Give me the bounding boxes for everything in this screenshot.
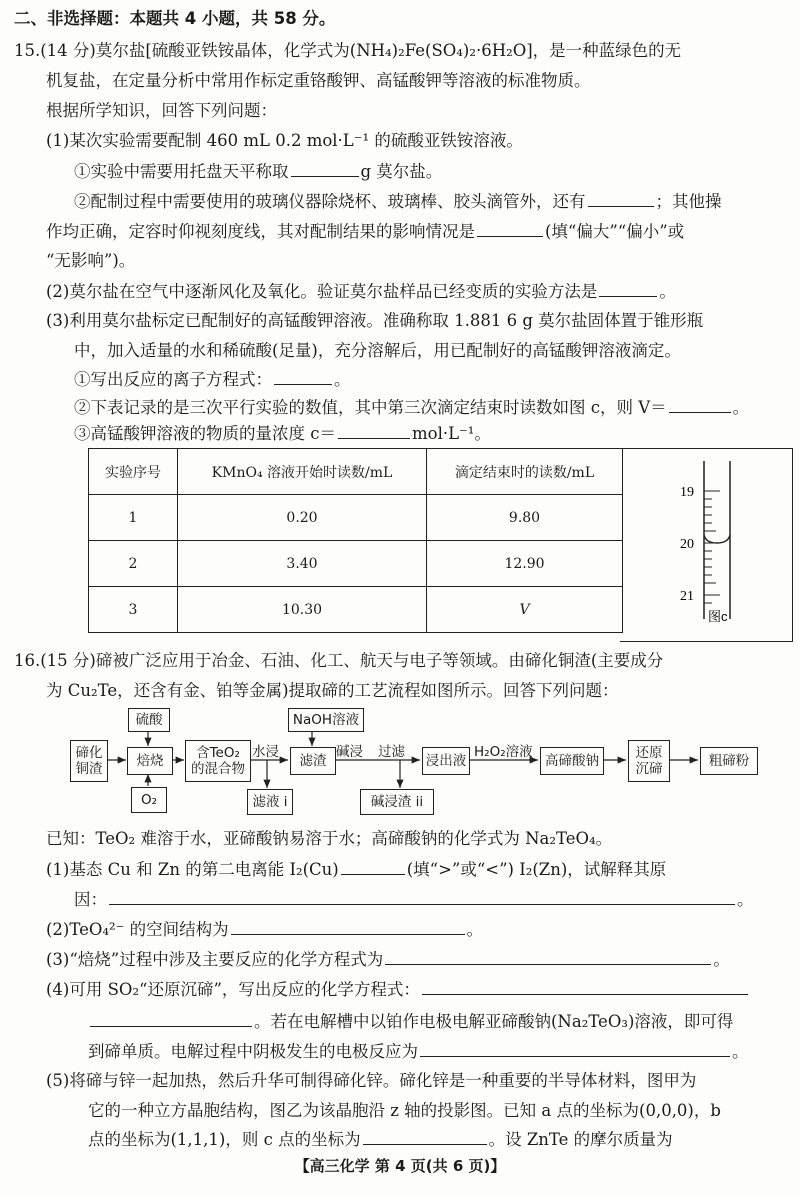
q15-part3a-tail: 。 [334,370,351,389]
table-row [89,541,623,587]
table-cell: 12.90 [427,541,623,587]
table-header: 实验序号 [89,449,178,495]
q16-part1b [74,888,754,911]
q15-part3a-text: ①写出反应的离子方程式： [74,370,272,389]
q15-part1a-text: ①实验中需要用托盘天平称取 [74,162,289,181]
q16-part2 [46,918,483,941]
answer-blank[interactable] [363,1128,487,1145]
q16-part4-text: (4)可用 SO₂“还原沉碲”，写出反应的化学方程式： [46,980,420,999]
q15-part1c-tail: (填“偏大”“偏小”或 [545,222,685,241]
q15-intro-line2: 机复盐，在定量分析中常用作标定重铬酸钾、高锰酸钾等溶液的标准物质。 [46,71,591,90]
flow-alkali-leach-label: 碱浸 [336,744,363,760]
tick-label: 19 [680,485,694,500]
table-cell: 2 [89,541,178,587]
q15-part3b-tail: 。 [732,398,750,417]
flow-tellurate-box [540,747,604,775]
page-footer: 【高三化学 第 4 页(共 6 页)】 [294,1157,506,1175]
table-header: 滴定结束时的读数/mL [427,449,623,495]
q15-part1b [74,190,722,213]
q15-part1c [46,220,684,243]
q16-part1b-text: 因： [74,890,107,909]
answer-blank[interactable] [291,160,359,177]
flow-roast-box [127,747,173,775]
flow-label: 滤渣 [299,753,327,769]
q15-part2-tail: 。 [659,282,676,301]
flow-label: NaOH溶液 [292,712,360,728]
q15-part1b-text: ②配制过程中需要使用的玻璃仪器除烧杯、玻璃棒、胶头滴管外，还有 [74,192,586,211]
flow-h2o2-label: H₂O₂溶液 [474,744,533,760]
q16-part5-line3 [88,1128,673,1151]
answer-blank[interactable] [338,422,410,439]
table-cell: 1 [89,495,178,541]
flow-water-leach-label: 水浸 [252,744,279,760]
q16-part5-line3-text: 点的坐标为(1,1,1)，则 c 点的坐标为 [88,1130,361,1149]
q16-part1-tail: (填“>”或“<”) I₂(Zn)，试解释其原 [406,860,667,879]
table-cell: V [427,587,623,633]
table-header: KMnO₄ 溶液开始时读数/mL [178,449,427,495]
answer-blank[interactable] [588,190,654,207]
q15-part1a-unit: g 莫尔盐。 [360,162,443,181]
flow-leachate-box [422,747,470,775]
answer-blank[interactable] [477,220,543,237]
q15-part1c-text: 作均正确，定容时仰视刻度线，其对配制结果的影响情况是 [46,222,475,241]
q15-part3c-unit: mol·L⁻¹。 [412,424,491,443]
flow-filtrate-box [247,789,293,815]
flow-reduce-box [628,740,670,782]
q16-part1b-tail: 。 [737,890,754,909]
q16-intro-line1: 16.(15 分)碲被广泛应用于冶金、石油、化工、航天与电子等领域。由碲化铜渣(主要成分 [14,651,664,670]
flow-label: 还原 [635,745,663,761]
q16-part4b-text: 。若在电解槽中以铂作电极电解亚碲酸钠(Na₂TeO₃)溶液，即可得 [254,1012,734,1031]
q16-part3-text: (3)“焙烧”过程中涉及主要反应的化学方程式为 [46,950,384,969]
q15-part3-line2: 中，加入适量的水和稀硫酸(足量)，充分溶解后，用已配制好的高锰酸钾溶液滴定。 [74,341,681,360]
q16-known: 已知：TeO₂ 难溶于水，亚碲酸钠易溶于水；高碲酸钠的化学式为 Na₂TeO₄。 [46,829,613,848]
flow-label: 焙烧 [136,753,164,769]
flow-mix-box [185,740,251,782]
q15-part2-text: (2)莫尔盐在空气中逐渐风化及氧化。验证莫尔盐样品已经变质的实验方法是 [46,282,598,301]
table-cell: 9.80 [427,495,623,541]
q15-part1d: “无影响”)。 [46,251,136,270]
answer-blank[interactable] [274,368,332,385]
tick-label: 21 [680,589,694,604]
table-header-row [89,449,623,495]
flow-label: 滤液 i [252,794,288,810]
flow-label: 硫酸 [135,712,163,728]
q15-part3b [74,396,749,419]
q15-part1a [74,160,442,183]
q16-part1 [46,858,666,881]
q16-part3-tail: 。 [713,950,730,969]
q15-intro-line3: 根据所学知识，回答下列问题： [46,101,277,120]
meniscus [704,535,730,543]
flow-label: 粗碲粉 [708,753,750,769]
q15-intro-line1: 15.(14 分)莫尔盐[硫酸亚铁铵晶体，化学式为(NH₄)₂Fe(SO₄)₂·6H₂O]，是一种蓝绿色的无 [14,41,682,60]
flow-label: O₂ [140,792,158,808]
table-cell: 3.40 [178,541,427,587]
table-row [89,495,623,541]
flow-label: 碱浸渣 ii [370,794,424,810]
q16-part1-text: (1)基态 Cu 和 Zn 的第二电离能 I₂(Cu) [46,860,339,879]
figure-c-burette [620,448,793,642]
q16-part5-line2: 它的一种立方晶胞结构，图乙为该晶胞沿 z 轴的投影图。已知 a 点的坐标为(0,0,0)，b [88,1101,721,1120]
q16-part4b [88,1010,733,1033]
flow-residue2-box [360,789,434,815]
table-cell: 3 [89,587,178,633]
q16-part4c-tail: 。 [732,1042,749,1061]
flow-label: 高碲酸钠 [545,753,599,769]
answer-blank[interactable] [231,918,465,935]
table-cell: 10.30 [178,587,427,633]
answer-blank[interactable] [90,1010,252,1027]
flow-product-box [700,747,758,775]
flow-o2-box [131,787,167,813]
tick-label: 20 [680,537,694,552]
answer-blank[interactable] [109,888,735,905]
answer-blank[interactable] [599,280,657,297]
q15-part3b-text: ②下表记录的是三次平行实验的数值，其中第三次滴定结束时读数如图 c，则 V＝ [74,398,667,417]
q16-part5-line3-tail: 。设 ZnTe 的摩尔质量为 [488,1130,673,1149]
flow-residue-box [290,747,336,775]
answer-blank[interactable] [420,1040,730,1057]
figure-caption: 图c [708,609,728,624]
q16-part4c [88,1040,749,1063]
q15-part2 [46,280,676,303]
flow-naoh-box [288,708,364,732]
table-cell: 0.20 [178,495,427,541]
section-title: 二、非选择题：本题共 4 小题，共 58 分。 [14,9,336,28]
q15-part1b-tail: ；其他操 [655,192,722,211]
q16-part5-line1: (5)将碲与锌一起加热，然后升华可制得碲化锌。碲化锌是一种重要的半导体材料，图甲为 [46,1071,697,1090]
answer-blank[interactable] [385,948,711,965]
flow-label: 碲化 [75,745,103,761]
flow-acid-box [128,708,170,732]
table-row [89,587,623,633]
burette-drawing [620,449,792,641]
q16-part3 [46,948,730,971]
q15-part3c-text: ③高锰酸钾溶液的物质的量浓度 c＝ [74,424,336,443]
q15-part3-line1: (3)利用莫尔盐标定已配制好的高锰酸钾溶液。准确称取 1.881 6 g 莫尔盐固体置于锥形瓶 [46,311,704,330]
titration-table [88,448,623,633]
flow-filter-label: 过滤 [378,744,405,760]
answer-blank[interactable] [341,858,405,875]
q15-part1: (1)某次实验需要配制 460 mL 0.2 mol·L⁻¹ 的硫酸亚铁铵溶液。 [46,131,523,150]
flow-label: 含TeO₂ [196,745,240,761]
flow-label: 浸出液 [425,753,467,769]
q15-part3a [74,368,351,391]
q16-intro-line2: 为 Cu₂Te，还含有金、铂等金属)提取碲的工艺流程如图所示。回答下列问题： [46,681,619,700]
q16-part4 [46,978,750,1001]
answer-blank[interactable] [669,396,731,413]
q15-part3c [74,422,491,445]
answer-blank[interactable] [422,978,748,995]
flow-label: 的混合物 [191,761,245,777]
q16-part2-tail: 。 [466,920,484,939]
q16-part4c-text: 到碲单质。电解过程中阴极发生的电极反应为 [88,1042,418,1061]
flow-label: 沉碲 [635,761,663,777]
flow-label: 铜渣 [75,761,103,777]
q16-part2-text: (2)TeO₄²⁻ 的空间结构为 [46,920,229,939]
flow-start-box [70,740,108,782]
